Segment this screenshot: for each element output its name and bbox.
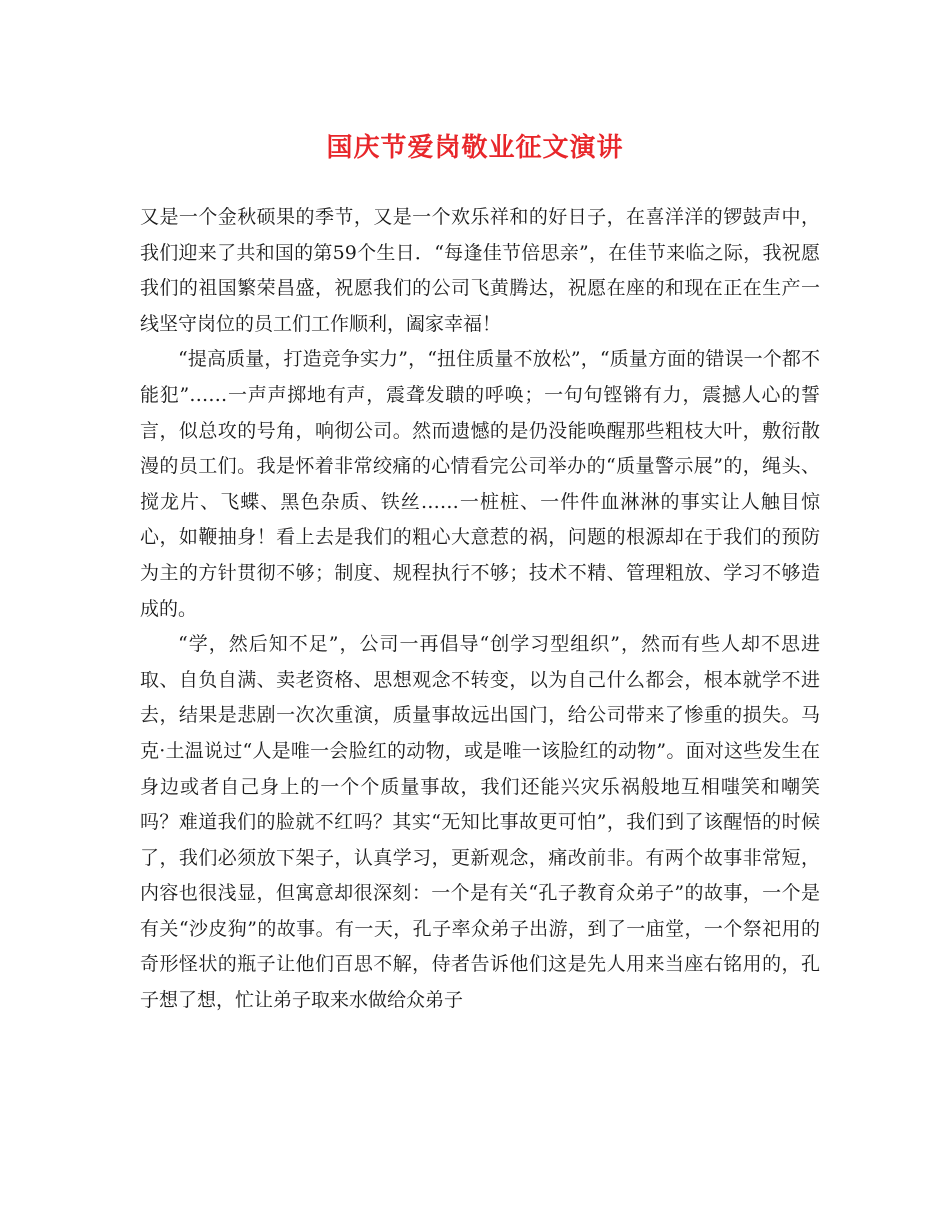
- document-body: [140, 200, 820, 1019]
- paragraph-2: “提高质量，打造竞争实力”，“扭住质量不放松”，“质量方面的错误一个都不能犯”……一声声掷地有声，震聋发聩的呼唤；一句句铿锵有力，震撼人心的誓言，似总攻的号角，响彻公司。然而遗憾的是仍没能唤醒那些粗枝大叶，敷衍散漫的员工们。我是怀着非常绞痛的心情看完公司举办的“质量警示展”的，绳头、搅龙片、飞蝶、黑色杂质、铁丝……一桩桩、一件件血淋淋的事实让人触目惊心，如鞭抽身！看上去是我们的粗心大意惹的祸，问题的根源却在于我们的预防为主的方针贯彻不够；制度、规程执行不够；技术不精、管理粗放、学习不够造成的。: [140, 348, 820, 620]
- document-title: 国庆节爱岗敬业征文演讲: [326, 133, 624, 163]
- paragraph-1: 又是一个金秋硕果的季节，又是一个欢乐祥和的好日子，在喜洋洋的锣鼓声中，我们迎来了共和国的第59个生日．“每逢佳节倍思亲”，在佳节来临之际，我祝愿我们的祖国繁荣昌盛，祝愿我们的公司飞黄腾达，祝愿在座的和现在正在生产一线坚守岗位的员工们工作顺利，阖家幸福！: [140, 206, 820, 335]
- paragraph-3: “学，然后知不足”，公司一再倡导“创学习型组织”，然而有些人却不思进取、自负自满、卖老资格、思想观念不转变，以为自己什么都会，根本就学不进去，结果是悲剧一次次重演，质量事故远出国门，给公司带来了惨重的损失。马克·土温说过“人是唯一会脸红的动物，或是唯一该脸红的动物”。面对这些发生在身边或者自己身上的一个个质量事故，我们还能兴灾乐祸般地互相嗤笑和嘲笑吗？难道我们的脸就不红吗？其实“无知比事故更可怕”，我们到了该醒悟的时候了，我们必须放下架子，认真学习，更新观念，痛改前非。有两个故事非常短，内容也很浅显，但寓意却很深刻：一个是有关“孔子教育众弟子”的故事，一个是有关“沙皮狗”的故事。有一天，孔子率众弟子出游，到了一庙堂，一个祭祀用的奇形怪状的瓶子让他们百思不解，侍者告诉他们这是先人用来当座右铭用的，孔子想了想，忙让弟子取来水做给众弟子: [140, 633, 820, 1012]
